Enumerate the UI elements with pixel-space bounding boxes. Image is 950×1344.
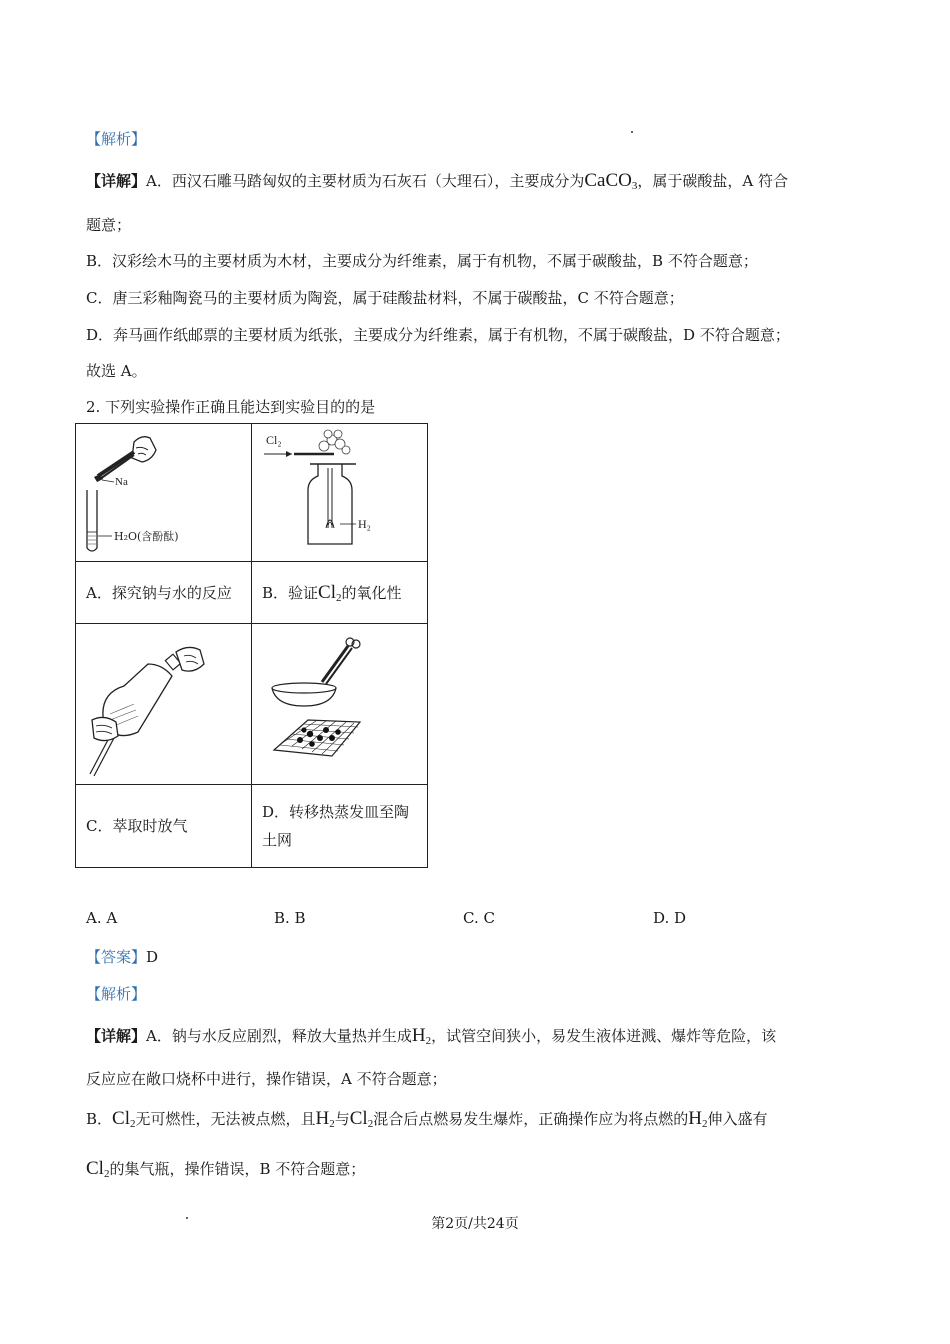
page-footer: 第2页/共24页 xyxy=(431,1216,519,1232)
formula-cl2: $Cl_2$ xyxy=(349,1108,374,1130)
detail-d-line: D．奔马画作纸邮票的主要材质为纸张，主要成分为纤维素，属于有机物，不属于碳酸盐，D 不符合题意； xyxy=(86,326,790,344)
formula-cl2: $Cl_2$ xyxy=(86,1158,110,1180)
formula-h2: $H_2$ xyxy=(315,1108,335,1130)
analysis-tag: 【解析】 xyxy=(86,130,147,148)
detail-a-cont: 题意； xyxy=(86,216,132,234)
experiment-table xyxy=(75,423,428,868)
detail2-b-line: B．$Cl_2$无可燃性，无法被点燃，且$H_2$与$Cl_2$混合后点燃易发生爆炸，正确操作应为将点燃的$H_2$伸入盛有 xyxy=(86,1108,768,1130)
formula-h2: $H_2$ xyxy=(411,1025,432,1047)
formula-cl2: $Cl_2$ xyxy=(112,1108,136,1130)
detail-tag: 【详解】 xyxy=(86,172,147,190)
detail2-b-cont: $Cl_2$的集气瓶，操作错误，B 不符合题意； xyxy=(86,1158,366,1180)
answer-options xyxy=(86,909,786,931)
option-a[interactable]: A. A xyxy=(86,909,118,927)
detail2-a-line: 【详解】A．钠与水反应剧烈，释放大量热并生成$H_2$，试管空间狭小，易发生液体迸溅、爆炸等危险，该 xyxy=(86,1025,777,1047)
label-h2o: H₂O(含酚酞) xyxy=(114,530,179,543)
figure-b-chlorine xyxy=(252,424,428,562)
question-stem: 2. 下列实验操作正确且能达到实验目的的是 xyxy=(86,398,376,416)
label-h2: H₂ xyxy=(358,517,371,531)
option-c[interactable]: C. C xyxy=(463,909,495,927)
formula-h2: $H_2$ xyxy=(688,1108,708,1130)
answer-line xyxy=(86,946,856,967)
detail2-a-cont: 反应应在敞口烧杯中进行，操作错误，A 不符合题意； xyxy=(86,1070,447,1088)
detail-a-text: A．西汉石雕马踏匈奴的主要材质为石灰石（大理石），主要成分为 xyxy=(146,172,585,190)
analysis-tag-2: 【解析】 xyxy=(86,985,147,1003)
formula-caco3: CaCO$_3$ xyxy=(584,170,638,192)
detail-c-line: C．唐三彩釉陶瓷马的主要材质为陶瓷，属于硅酸盐材料，不属于碳酸盐，C 不符合题意； xyxy=(86,289,684,307)
figure-c-separatory-funnel xyxy=(76,624,252,785)
option-cell-d: D．转移热蒸发皿至陶 土网 xyxy=(252,785,428,868)
option-cell-a: A．探究钠与水的反应 xyxy=(76,562,252,624)
detail2-tag: 【详解】 xyxy=(86,1027,147,1045)
detail-a-text-end: ，属于碳酸盐，A 符合 xyxy=(637,172,788,190)
answer-tag: 【答案】 xyxy=(86,948,147,966)
label-na: Na xyxy=(115,476,128,488)
figure-a-sodium-water xyxy=(76,424,252,562)
option-b[interactable]: B. B xyxy=(274,909,306,927)
conclusion-line: 故选 A。 xyxy=(86,362,147,380)
formula-cl2: $Cl_2$ xyxy=(318,581,342,604)
option-cell-b: B．验证$Cl_2$的氧化性 xyxy=(252,562,428,624)
option-d[interactable]: D. D xyxy=(653,909,687,927)
detail-b-line: B．汉彩绘木马的主要材质为木材，主要成分为纤维素，属于有机物，不属于碳酸盐，B 不符合题意； xyxy=(86,252,758,270)
detail-a-line xyxy=(86,170,856,192)
label-cl2: Cl₂ xyxy=(266,433,282,447)
option-cell-c: C．萃取时放气 xyxy=(76,785,252,868)
answer-value: D xyxy=(146,948,159,966)
figure-d-evaporating-dish xyxy=(252,624,428,785)
